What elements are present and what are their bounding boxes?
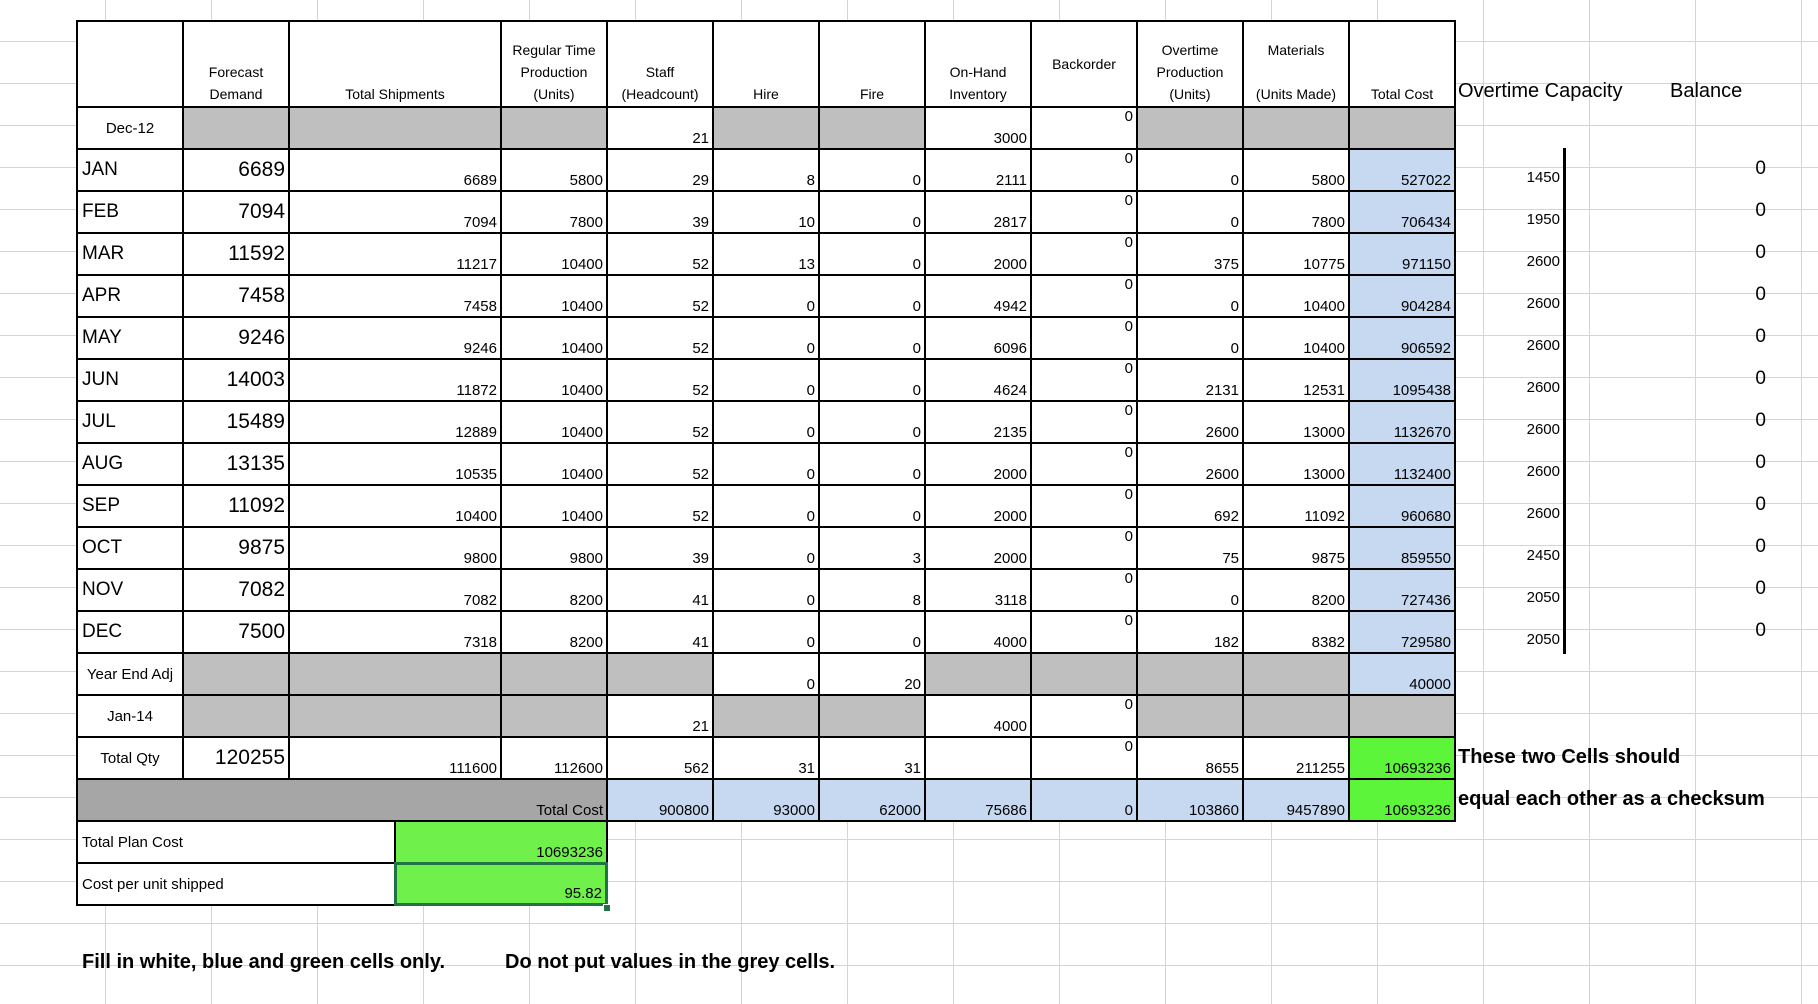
month-hire-cell[interactable]: 0 bbox=[712, 442, 820, 486]
total-qty-fire-cell[interactable]: 31 bbox=[818, 736, 926, 780]
month-regular-cell[interactable]: 10400 bbox=[500, 316, 608, 360]
end-month-cell: Jan-14 bbox=[76, 694, 184, 738]
column-header-shipments: Total Shipments bbox=[288, 20, 502, 108]
month-month-cell: JAN bbox=[76, 148, 184, 192]
month-inventory-cell[interactable]: 2817 bbox=[924, 190, 1032, 234]
month-month-cell: SEP bbox=[76, 484, 184, 528]
end-demand-cell bbox=[182, 694, 290, 738]
month-materials-cell[interactable]: 5800 bbox=[1242, 148, 1350, 192]
month-demand-cell: 11092 bbox=[182, 484, 290, 528]
total-qty-regular-cell[interactable]: 112600 bbox=[500, 736, 608, 780]
month-staff-cell[interactable]: 52 bbox=[606, 358, 714, 402]
month-regular-cell[interactable]: 9800 bbox=[500, 526, 608, 570]
month-regular-cell[interactable]: 8200 bbox=[500, 568, 608, 612]
total-cost-inventory-cell[interactable]: 75686 bbox=[924, 778, 1032, 822]
month-month-cell: FEB bbox=[76, 190, 184, 234]
overtime-capacity-cell: 2600 bbox=[1526, 337, 1560, 354]
month-total-cost-cell[interactable]: 1132400 bbox=[1348, 442, 1456, 486]
month-month-cell: OCT bbox=[76, 526, 184, 570]
month-shipments-cell[interactable]: 10535 bbox=[288, 442, 502, 486]
month-total-cost-cell[interactable]: 971150 bbox=[1348, 232, 1456, 276]
balance-cell: 0 bbox=[1755, 158, 1766, 179]
month-hire-cell[interactable]: 8 bbox=[712, 148, 820, 192]
total-cost-materials-cell[interactable]: 9457890 bbox=[1242, 778, 1350, 822]
month-month-cell: MAR bbox=[76, 232, 184, 276]
total-qty-inventory-cell[interactable] bbox=[924, 736, 1032, 780]
month-demand-cell: 11592 bbox=[182, 232, 290, 276]
cost-per-unit-label: Cost per unit shipped bbox=[76, 862, 396, 906]
column-header-month bbox=[76, 20, 184, 108]
month-overtime-cell[interactable]: 2131 bbox=[1136, 358, 1244, 402]
end-total-cost-cell bbox=[1348, 694, 1456, 738]
month-regular-cell[interactable]: 10400 bbox=[500, 232, 608, 276]
total-qty-shipments-cell[interactable]: 111600 bbox=[288, 736, 502, 780]
overtime-capacity-cell: 2600 bbox=[1526, 463, 1560, 480]
month-demand-cell: 13135 bbox=[182, 442, 290, 486]
month-demand-cell: 9875 bbox=[182, 526, 290, 570]
month-total-cost-cell[interactable]: 727436 bbox=[1348, 568, 1456, 612]
month-overtime-cell[interactable]: 0 bbox=[1136, 190, 1244, 234]
month-backorder-cell[interactable]: 0 bbox=[1030, 568, 1138, 612]
balance-header: Balance bbox=[1670, 79, 1743, 102]
month-staff-cell[interactable]: 52 bbox=[606, 274, 714, 318]
month-month-cell: AUG bbox=[76, 442, 184, 486]
month-inventory-cell[interactable]: 2000 bbox=[924, 232, 1032, 276]
month-shipments-cell[interactable]: 7082 bbox=[288, 568, 502, 612]
start-total_cost-cell bbox=[1348, 106, 1456, 150]
year-end-materials-cell bbox=[1242, 652, 1350, 696]
overtime-capacity-cell: 2600 bbox=[1526, 379, 1560, 396]
overtime-capacity-border bbox=[1563, 148, 1566, 654]
month-shipments-cell[interactable]: 11217 bbox=[288, 232, 502, 276]
column-header-hire: Hire bbox=[712, 20, 820, 108]
month-staff-cell[interactable]: 52 bbox=[606, 316, 714, 360]
month-fire-cell[interactable]: 3 bbox=[818, 526, 926, 570]
month-fire-cell[interactable]: 0 bbox=[818, 442, 926, 486]
end-inventory-cell[interactable]: 4000 bbox=[924, 694, 1032, 738]
total-qty-month-cell: Total Qty bbox=[76, 736, 184, 780]
month-hire-cell[interactable]: 10 bbox=[712, 190, 820, 234]
month-total-cost-cell[interactable]: 906592 bbox=[1348, 316, 1456, 360]
year-end-total-cost-cell[interactable]: 40000 bbox=[1348, 652, 1456, 696]
month-total-cost-cell[interactable]: 706434 bbox=[1348, 190, 1456, 234]
overtime-capacity-header: Overtime Capacity bbox=[1458, 79, 1623, 102]
year-end-inventory-cell bbox=[924, 652, 1032, 696]
total-qty-hire-cell[interactable]: 31 bbox=[712, 736, 820, 780]
checksum-note-line1: These two Cells should bbox=[1458, 745, 1681, 768]
month-regular-cell[interactable]: 7800 bbox=[500, 190, 608, 234]
month-overtime-cell[interactable]: 2600 bbox=[1136, 400, 1244, 444]
month-regular-cell[interactable]: 10400 bbox=[500, 400, 608, 444]
month-overtime-cell[interactable]: 182 bbox=[1136, 610, 1244, 654]
year-end-month-cell: Year End Adj bbox=[76, 652, 184, 696]
month-backorder-cell[interactable]: 0 bbox=[1030, 316, 1138, 360]
month-fire-cell[interactable]: 0 bbox=[818, 484, 926, 528]
month-fire-cell[interactable]: 0 bbox=[818, 316, 926, 360]
start-demand-cell bbox=[182, 106, 290, 150]
month-demand-cell: 9246 bbox=[182, 316, 290, 360]
overtime-capacity-cell: 2600 bbox=[1526, 295, 1560, 312]
month-shipments-cell[interactable]: 7318 bbox=[288, 610, 502, 654]
month-overtime-cell[interactable]: 0 bbox=[1136, 148, 1244, 192]
month-shipments-cell[interactable]: 7458 bbox=[288, 274, 502, 318]
balance-cell: 0 bbox=[1755, 494, 1766, 515]
month-overtime-cell[interactable]: 0 bbox=[1136, 316, 1244, 360]
month-fire-cell[interactable]: 8 bbox=[818, 568, 926, 612]
month-shipments-cell[interactable]: 9800 bbox=[288, 526, 502, 570]
month-materials-cell[interactable]: 10775 bbox=[1242, 232, 1350, 276]
month-regular-cell[interactable]: 10400 bbox=[500, 442, 608, 486]
month-backorder-cell[interactable]: 0 bbox=[1030, 400, 1138, 444]
month-demand-cell: 7458 bbox=[182, 274, 290, 318]
month-fire-cell[interactable]: 0 bbox=[818, 358, 926, 402]
month-fire-cell[interactable]: 0 bbox=[818, 400, 926, 444]
month-shipments-cell[interactable]: 9246 bbox=[288, 316, 502, 360]
month-staff-cell[interactable]: 52 bbox=[606, 232, 714, 276]
month-demand-cell: 14003 bbox=[182, 358, 290, 402]
month-materials-cell[interactable]: 13000 bbox=[1242, 400, 1350, 444]
overtime-capacity-cell: 2050 bbox=[1526, 589, 1560, 606]
total-qty-backorder-cell[interactable]: 0 bbox=[1030, 736, 1138, 780]
start-shipments-cell bbox=[288, 106, 502, 150]
month-hire-cell[interactable]: 0 bbox=[712, 274, 820, 318]
balance-cell: 0 bbox=[1755, 326, 1766, 347]
month-month-cell: APR bbox=[76, 274, 184, 318]
start-hire-cell bbox=[712, 106, 820, 150]
month-staff-cell[interactable]: 39 bbox=[606, 526, 714, 570]
column-header-inventory: On-Hand Inventory bbox=[924, 20, 1032, 108]
month-staff-cell[interactable]: 52 bbox=[606, 442, 714, 486]
balance-cell: 0 bbox=[1755, 200, 1766, 221]
year-end-staff-cell bbox=[606, 652, 714, 696]
month-hire-cell[interactable]: 0 bbox=[712, 316, 820, 360]
month-backorder-cell[interactable]: 0 bbox=[1030, 232, 1138, 276]
year-end-shipments-cell bbox=[288, 652, 502, 696]
month-materials-cell[interactable]: 10400 bbox=[1242, 274, 1350, 318]
column-header-demand: Forecast Demand bbox=[182, 20, 290, 108]
month-materials-cell[interactable]: 8200 bbox=[1242, 568, 1350, 612]
month-hire-cell[interactable]: 0 bbox=[712, 484, 820, 528]
month-hire-cell[interactable]: 0 bbox=[712, 400, 820, 444]
month-regular-cell[interactable]: 8200 bbox=[500, 610, 608, 654]
end-materials-cell bbox=[1242, 694, 1350, 738]
instruction-grey-text: Do not put values in the grey cells. bbox=[505, 950, 836, 973]
month-hire-cell[interactable]: 0 bbox=[712, 568, 820, 612]
month-shipments-cell[interactable]: 6689 bbox=[288, 148, 502, 192]
month-materials-cell[interactable]: 7800 bbox=[1242, 190, 1350, 234]
month-total-cost-cell[interactable]: 1132670 bbox=[1348, 400, 1456, 444]
balance-cell: 0 bbox=[1755, 368, 1766, 389]
balance-cell: 0 bbox=[1755, 284, 1766, 305]
month-backorder-cell[interactable]: 0 bbox=[1030, 610, 1138, 654]
end-overtime-cell bbox=[1136, 694, 1244, 738]
month-inventory-cell[interactable]: 2135 bbox=[924, 400, 1032, 444]
instruction-fill-text: Fill in white, blue and green cells only. bbox=[82, 950, 446, 973]
month-hire-cell[interactable]: 0 bbox=[712, 526, 820, 570]
month-backorder-cell[interactable]: 0 bbox=[1030, 442, 1138, 486]
total-qty-materials-cell[interactable]: 211255 bbox=[1242, 736, 1350, 780]
month-month-cell: JUN bbox=[76, 358, 184, 402]
start-fire-cell bbox=[818, 106, 926, 150]
balance-cell: 0 bbox=[1755, 452, 1766, 473]
month-demand-cell: 15489 bbox=[182, 400, 290, 444]
total-plan-cost-label: Total Plan Cost bbox=[76, 820, 396, 864]
overtime-capacity-cell: 2600 bbox=[1526, 505, 1560, 522]
month-shipments-cell[interactable]: 10400 bbox=[288, 484, 502, 528]
start-inventory-cell[interactable]: 3000 bbox=[924, 106, 1032, 150]
month-fire-cell[interactable]: 0 bbox=[818, 148, 926, 192]
month-month-cell: JUL bbox=[76, 400, 184, 444]
month-backorder-cell[interactable]: 0 bbox=[1030, 274, 1138, 318]
total-cost-label-cell: Total Cost bbox=[76, 778, 608, 822]
month-overtime-cell[interactable]: 2600 bbox=[1136, 442, 1244, 486]
month-month-cell: NOV bbox=[76, 568, 184, 612]
total-cost-overtime-cell[interactable]: 103860 bbox=[1136, 778, 1244, 822]
start-backorder-cell[interactable]: 0 bbox=[1030, 106, 1138, 150]
month-demand-cell: 6689 bbox=[182, 148, 290, 192]
month-inventory-cell[interactable]: 2000 bbox=[924, 526, 1032, 570]
total-cost-total-cost-cell[interactable]: 10693236 bbox=[1348, 778, 1456, 822]
month-materials-cell[interactable]: 8382 bbox=[1242, 610, 1350, 654]
end-shipments-cell bbox=[288, 694, 502, 738]
month-shipments-cell[interactable]: 12889 bbox=[288, 400, 502, 444]
total-qty-staff-cell[interactable]: 562 bbox=[606, 736, 714, 780]
balance-cell: 0 bbox=[1755, 410, 1766, 431]
balance-cell: 0 bbox=[1755, 578, 1766, 599]
month-materials-cell[interactable]: 13000 bbox=[1242, 442, 1350, 486]
month-regular-cell[interactable]: 5800 bbox=[500, 148, 608, 192]
month-materials-cell[interactable]: 12531 bbox=[1242, 358, 1350, 402]
month-backorder-cell[interactable]: 0 bbox=[1030, 148, 1138, 192]
fill-handle[interactable] bbox=[603, 904, 611, 912]
start-staff-cell[interactable]: 21 bbox=[606, 106, 714, 150]
column-header-fire: Fire bbox=[818, 20, 926, 108]
end-backorder-cell[interactable]: 0 bbox=[1030, 694, 1138, 738]
checksum-note-line2: equal each other as a checksum bbox=[1458, 787, 1765, 810]
balance-cell: 0 bbox=[1755, 242, 1766, 263]
start-regular-cell bbox=[500, 106, 608, 150]
month-demand-cell: 7082 bbox=[182, 568, 290, 612]
column-header-total-cost: Total Cost bbox=[1348, 20, 1456, 108]
total-cost-backorder-cell[interactable]: 0 bbox=[1030, 778, 1138, 822]
month-materials-cell[interactable]: 11092 bbox=[1242, 484, 1350, 528]
month-inventory-cell[interactable]: 4000 bbox=[924, 610, 1032, 654]
overtime-capacity-cell: 2450 bbox=[1526, 547, 1560, 564]
month-staff-cell[interactable]: 41 bbox=[606, 610, 714, 654]
month-shipments-cell[interactable]: 7094 bbox=[288, 190, 502, 234]
month-demand-cell: 7500 bbox=[182, 610, 290, 654]
month-overtime-cell[interactable]: 692 bbox=[1136, 484, 1244, 528]
month-fire-cell[interactable]: 0 bbox=[818, 190, 926, 234]
month-overtime-cell[interactable]: 0 bbox=[1136, 274, 1244, 318]
month-regular-cell[interactable]: 10400 bbox=[500, 484, 608, 528]
month-shipments-cell[interactable]: 11872 bbox=[288, 358, 502, 402]
balance-cell: 0 bbox=[1755, 536, 1766, 557]
month-backorder-cell[interactable]: 0 bbox=[1030, 190, 1138, 234]
end-staff-cell[interactable]: 21 bbox=[606, 694, 714, 738]
month-inventory-cell[interactable]: 2000 bbox=[924, 484, 1032, 528]
month-fire-cell[interactable]: 0 bbox=[818, 610, 926, 654]
month-total-cost-cell[interactable]: 960680 bbox=[1348, 484, 1456, 528]
balance-cell: 0 bbox=[1755, 620, 1766, 641]
month-total-cost-cell[interactable]: 859550 bbox=[1348, 526, 1456, 570]
total-cost-staff-cell[interactable]: 900800 bbox=[606, 778, 714, 822]
month-staff-cell[interactable]: 52 bbox=[606, 484, 714, 528]
end-regular-cell bbox=[500, 694, 608, 738]
year-end-demand-cell bbox=[182, 652, 290, 696]
month-hire-cell[interactable]: 0 bbox=[712, 358, 820, 402]
month-regular-cell[interactable]: 10400 bbox=[500, 274, 608, 318]
overtime-capacity-cell: 2600 bbox=[1526, 421, 1560, 438]
year-end-backorder-cell bbox=[1030, 652, 1138, 696]
month-total-cost-cell[interactable]: 904284 bbox=[1348, 274, 1456, 318]
month-staff-cell[interactable]: 39 bbox=[606, 190, 714, 234]
year-end-regular-cell bbox=[500, 652, 608, 696]
month-month-cell: DEC bbox=[76, 610, 184, 654]
month-staff-cell[interactable]: 29 bbox=[606, 148, 714, 192]
month-total-cost-cell[interactable]: 527022 bbox=[1348, 148, 1456, 192]
month-overtime-cell[interactable]: 75 bbox=[1136, 526, 1244, 570]
month-regular-cell[interactable]: 10400 bbox=[500, 358, 608, 402]
month-backorder-cell[interactable]: 0 bbox=[1030, 526, 1138, 570]
month-hire-cell[interactable]: 0 bbox=[712, 610, 820, 654]
start-materials-cell bbox=[1242, 106, 1350, 150]
month-inventory-cell[interactable]: 4624 bbox=[924, 358, 1032, 402]
total-cost-fire-cell[interactable]: 62000 bbox=[818, 778, 926, 822]
month-inventory-cell[interactable]: 6096 bbox=[924, 316, 1032, 360]
month-inventory-cell[interactable]: 2000 bbox=[924, 442, 1032, 486]
month-inventory-cell[interactable]: 3118 bbox=[924, 568, 1032, 612]
column-header-staff: Staff (Headcount) bbox=[606, 20, 714, 108]
total-cost-hire-cell[interactable]: 93000 bbox=[712, 778, 820, 822]
cost-per-unit-value[interactable]: 95.82 bbox=[394, 862, 608, 906]
month-inventory-cell[interactable]: 2111 bbox=[924, 148, 1032, 192]
column-header-regular: Regular Time Production (Units) bbox=[500, 20, 608, 108]
month-total-cost-cell[interactable]: 729580 bbox=[1348, 610, 1456, 654]
total-qty-overtime-cell[interactable]: 8655 bbox=[1136, 736, 1244, 780]
month-backorder-cell[interactable]: 0 bbox=[1030, 484, 1138, 528]
month-materials-cell[interactable]: 9875 bbox=[1242, 526, 1350, 570]
total-plan-cost-value[interactable]: 10693236 bbox=[394, 820, 608, 864]
month-backorder-cell[interactable]: 0 bbox=[1030, 358, 1138, 402]
month-overtime-cell[interactable]: 0 bbox=[1136, 568, 1244, 612]
month-total-cost-cell[interactable]: 1095438 bbox=[1348, 358, 1456, 402]
month-month-cell: MAY bbox=[76, 316, 184, 360]
overtime-capacity-cell: 1950 bbox=[1526, 211, 1560, 228]
month-fire-cell[interactable]: 0 bbox=[818, 274, 926, 318]
total-qty-demand-cell: 120255 bbox=[182, 736, 290, 780]
month-hire-cell[interactable]: 13 bbox=[712, 232, 820, 276]
month-fire-cell[interactable]: 0 bbox=[818, 232, 926, 276]
month-staff-cell[interactable]: 41 bbox=[606, 568, 714, 612]
month-demand-cell: 7094 bbox=[182, 190, 290, 234]
start-overtime-cell bbox=[1136, 106, 1244, 150]
column-header-materials: Materials (Units Made) bbox=[1242, 20, 1350, 108]
end-hire-cell bbox=[712, 694, 820, 738]
month-inventory-cell[interactable]: 4942 bbox=[924, 274, 1032, 318]
start-month-cell: Dec-12 bbox=[76, 106, 184, 150]
total-qty-total-cost-cell[interactable]: 10693236 bbox=[1348, 736, 1456, 780]
month-overtime-cell[interactable]: 375 bbox=[1136, 232, 1244, 276]
overtime-capacity-cell: 2050 bbox=[1526, 631, 1560, 648]
year-end-overtime-cell bbox=[1136, 652, 1244, 696]
month-materials-cell[interactable]: 10400 bbox=[1242, 316, 1350, 360]
year-end-fire-cell[interactable]: 20 bbox=[818, 652, 926, 696]
overtime-capacity-cell: 1450 bbox=[1526, 169, 1560, 186]
column-header-backorder: Backorder bbox=[1030, 20, 1138, 108]
month-staff-cell[interactable]: 52 bbox=[606, 400, 714, 444]
overtime-capacity-cell: 2600 bbox=[1526, 253, 1560, 270]
end-fire-cell bbox=[818, 694, 926, 738]
column-header-overtime: Overtime Production (Units) bbox=[1136, 20, 1244, 108]
year-end-hire-cell[interactable]: 0 bbox=[712, 652, 820, 696]
